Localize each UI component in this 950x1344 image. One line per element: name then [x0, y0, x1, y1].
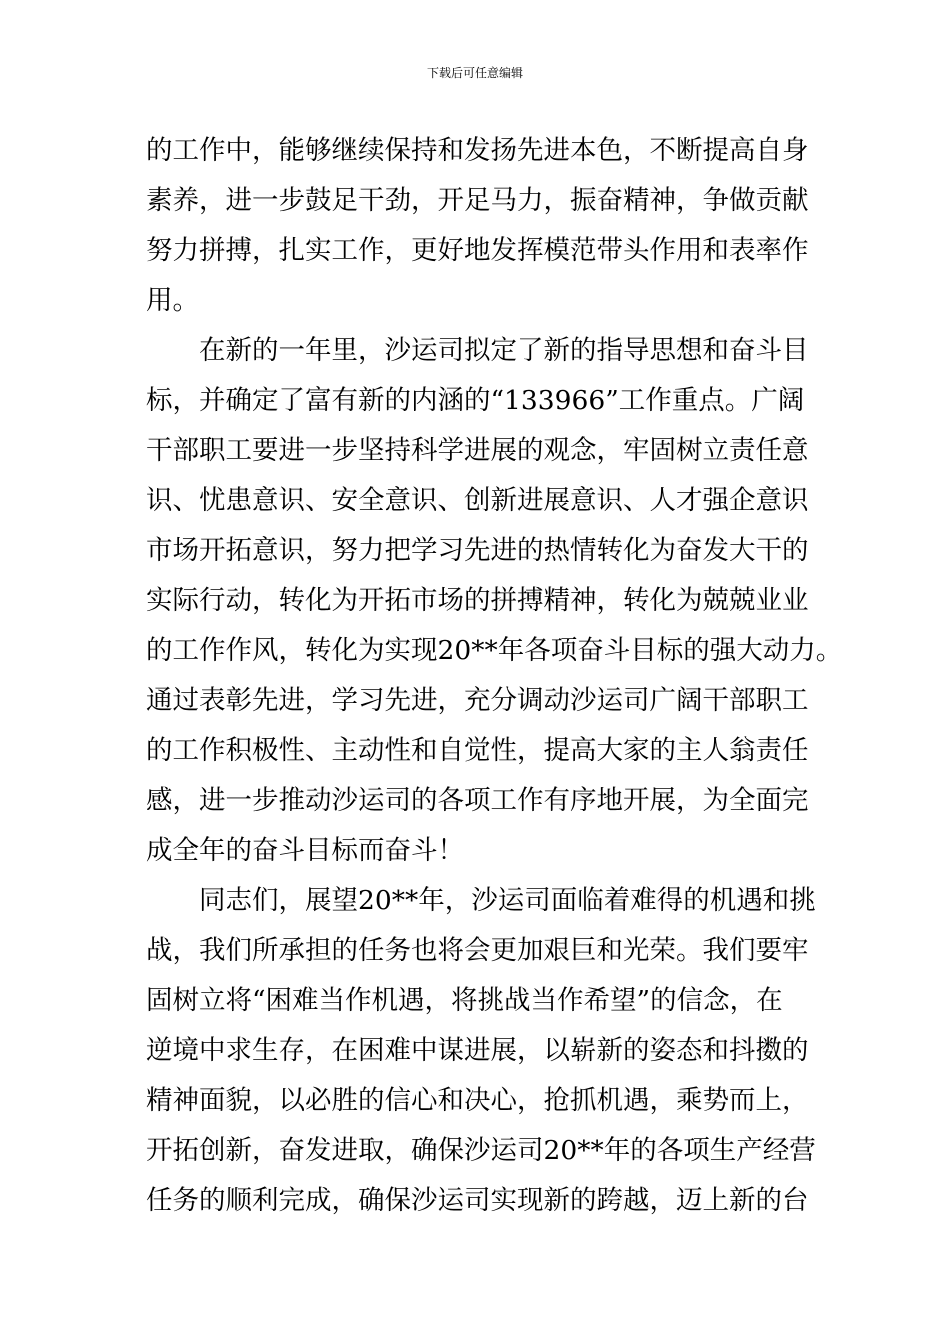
- text-line: 识、忧患意识、安全意识、创新进展意识、人才强企意识: [146, 485, 809, 516]
- text-line: 同志们，展望20**年，沙运司面临着难得的机遇和挑: [146, 885, 816, 916]
- text-line: 固树立将“困难当作机遇，将挑战当作希望”的信念，在: [146, 985, 783, 1016]
- page-header-note: 下载后可任意编辑: [426, 66, 523, 80]
- text-line: 的工作作风，转化为实现20**年各项奋斗目标的强大动力。: [146, 635, 843, 666]
- text-line: 努力拼搏，扎实工作，更好地发挥模范带头作用和表率作: [146, 235, 809, 266]
- text-line: 通过表彰先进，学习先进，充分调动沙运司广阔干部职工: [146, 685, 809, 716]
- text-line: 任务的顺利完成，确保沙运司实现新的跨越，迈上新的台: [146, 1185, 809, 1216]
- text-line: 干部职工要进一步坚持科学进展的观念，牢固树立责任意: [146, 435, 809, 466]
- text-line: 在新的一年里，沙运司拟定了新的指导思想和奋斗目: [146, 335, 809, 366]
- text-line: 精神面貌，以必胜的信心和决心，抢抓机遇，乘势而上，: [146, 1085, 809, 1116]
- text-line: 感，进一步推动沙运司的各项工作有序地开展，为全面完: [146, 785, 809, 816]
- text-line: 开拓创新，奋发进取，确保沙运司20**年的各项生产经营: [146, 1135, 816, 1166]
- text-line: 的工作积极性、主动性和自觉性，提高大家的主人翁责任: [146, 735, 809, 766]
- text-line: 的工作中，能够继续保持和发扬先进本色，不断提高自身: [146, 135, 809, 166]
- text-line: 市场开拓意识，努力把学习先进的热情转化为奋发大干的: [146, 535, 809, 566]
- text-line: 用。: [146, 285, 199, 316]
- text-line: 标，并确定了富有新的内涵的“133966”工作重点。广阔: [146, 385, 805, 416]
- text-line: 实际行动，转化为开拓市场的拼搏精神，转化为兢兢业业: [146, 585, 809, 616]
- text-line: 成全年的奋斗目标而奋斗！: [146, 835, 464, 866]
- text-line: 战，我们所承担的任务也将会更加艰巨和光荣。我们要牢: [146, 935, 809, 966]
- text-line: 素养，进一步鼓足干劲，开足马力，振奋精神，争做贡献: [146, 185, 809, 216]
- text-line: 逆境中求生存，在困难中谋进展，以崭新的姿态和抖擞的: [146, 1035, 809, 1066]
